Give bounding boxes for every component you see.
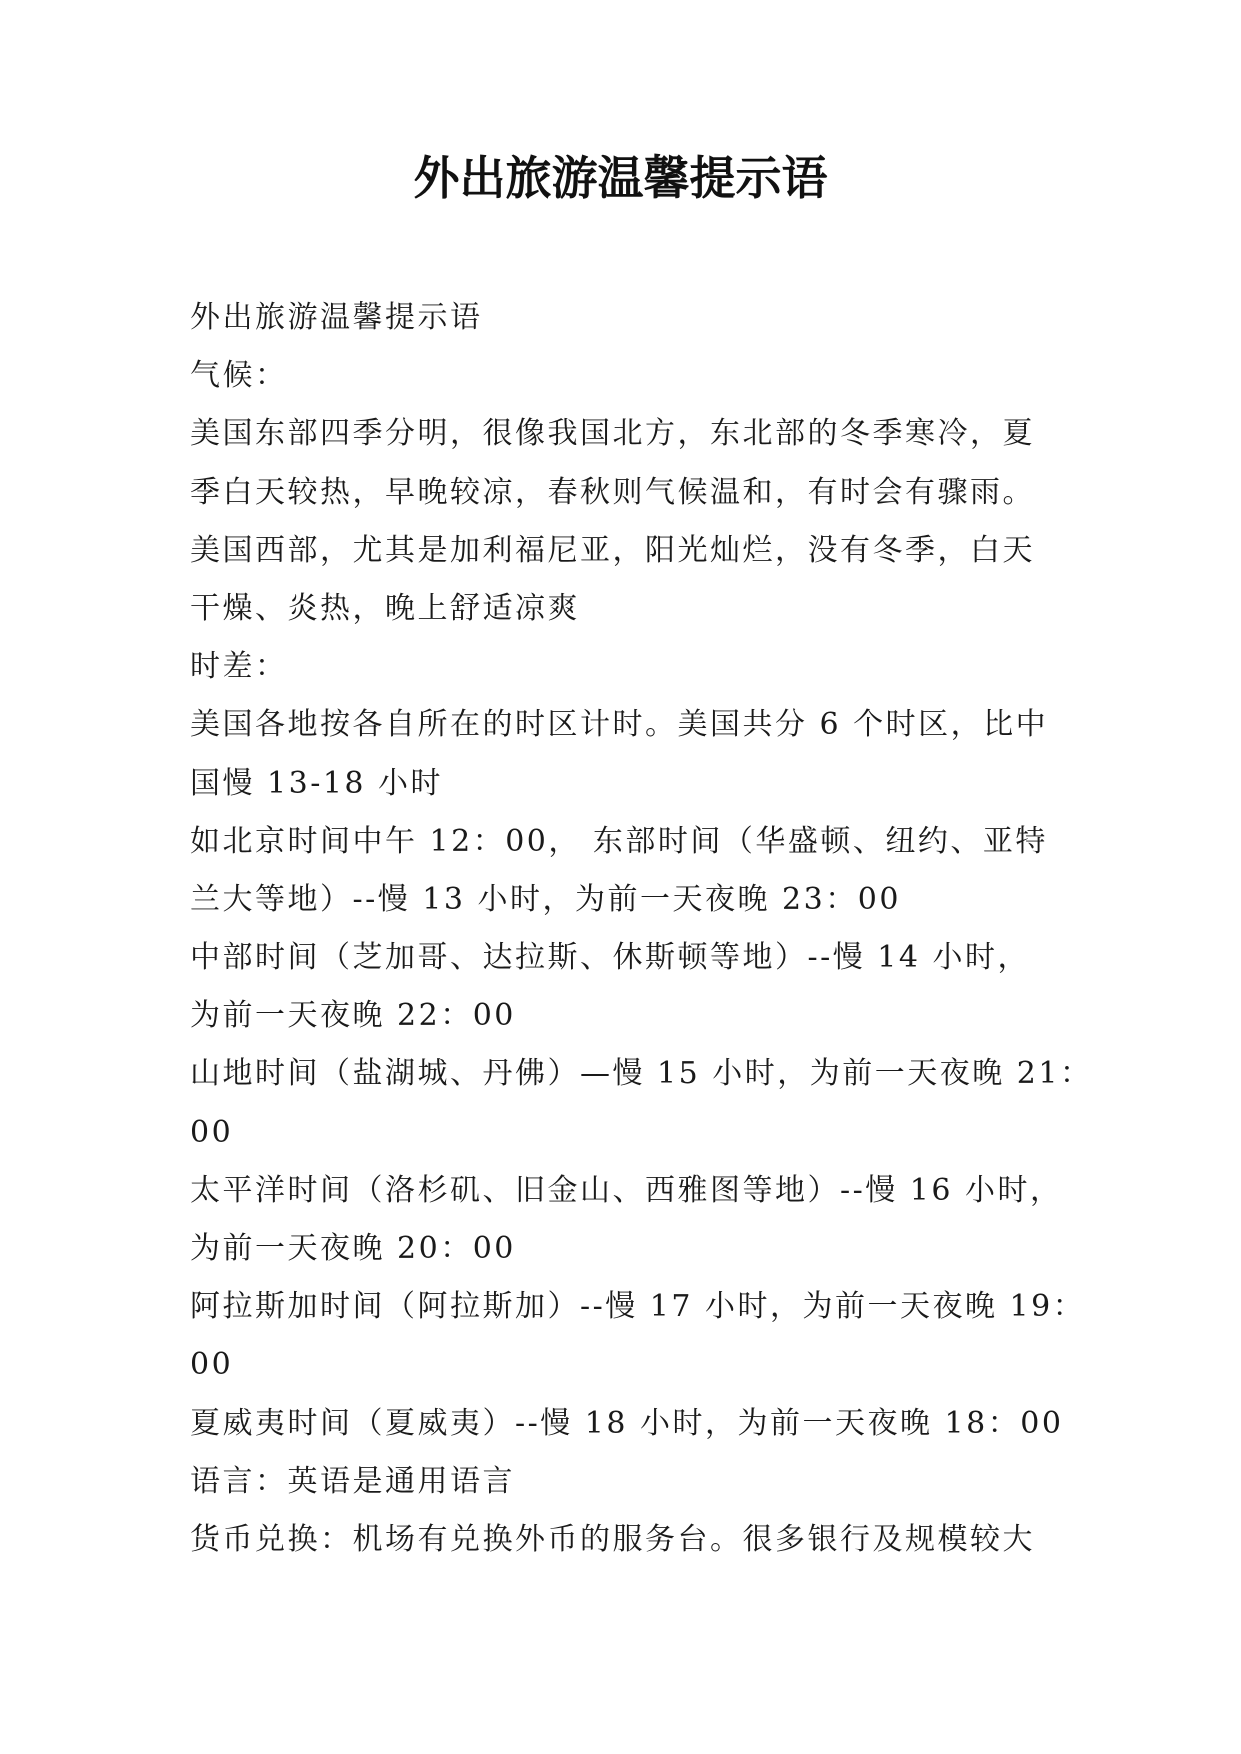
body-line: 如北京时间中午 12：00， 东部时间（华盛顿、纽约、亚特 — [190, 823, 1048, 859]
body-line: 夏威夷时间（夏威夷）--慢 18 小时，为前一天夜晚 18：00 — [190, 1405, 1064, 1441]
document-title: 外出旅游温馨提示语 — [413, 151, 828, 205]
body-line-subtitle: 外出旅游温馨提示语 — [190, 300, 483, 335]
body-line: 季白天较热，早晚较凉，春秋则气候温和，有时会有骤雨。 — [190, 474, 1035, 510]
body-line: 美国东部四季分明，很像我国北方，东北部的冬季寒冷，夏 — [190, 416, 1035, 452]
body-line: 太平洋时间（洛杉矶、旧金山、西雅图等地）--慢 16 小时， — [190, 1172, 1063, 1208]
body-line: 美国西部，尤其是加利福尼亚，阳光灿烂，没有冬季，白天 — [190, 532, 1035, 568]
body-line: 兰大等地）--慢 13 小时，为前一天夜晚 23：00 — [190, 881, 901, 917]
body-line: 山地时间（盐湖城、丹佛）—慢 15 小时，为前一天夜晚 21： — [190, 1056, 1093, 1092]
body-line: 阿拉斯加时间（阿拉斯加）--慢 17 小时，为前一天夜晚 19： — [190, 1289, 1086, 1325]
body-line: 为前一天夜晚 22：00 — [190, 998, 516, 1034]
body-line-language: 语言：英语是通用语言 — [190, 1463, 515, 1499]
body-line: 00 — [190, 1347, 234, 1383]
body-line: 国慢 13-18 小时 — [190, 765, 444, 801]
body-line: 中部时间（芝加哥、达拉斯、休斯顿等地）--慢 14 小时， — [190, 940, 1031, 976]
body-line: 为前一天夜晚 20：00 — [190, 1231, 516, 1266]
body-line-climate-heading: 气候： — [190, 358, 288, 394]
body-line-timezone-heading: 时差： — [190, 649, 288, 685]
body-line: 00 — [190, 1114, 234, 1150]
body-line: 美国各地按各自所在的时区计时。美国共分 6 个时区，比中 — [190, 707, 1049, 743]
body-line-currency: 货币兑换：机场有兑换外币的服务台。很多银行及规模较大 — [190, 1521, 1035, 1557]
body-line: 干燥、炎热，晚上舒适凉爽 — [190, 590, 580, 626]
document-body — [190, 289, 1093, 1569]
